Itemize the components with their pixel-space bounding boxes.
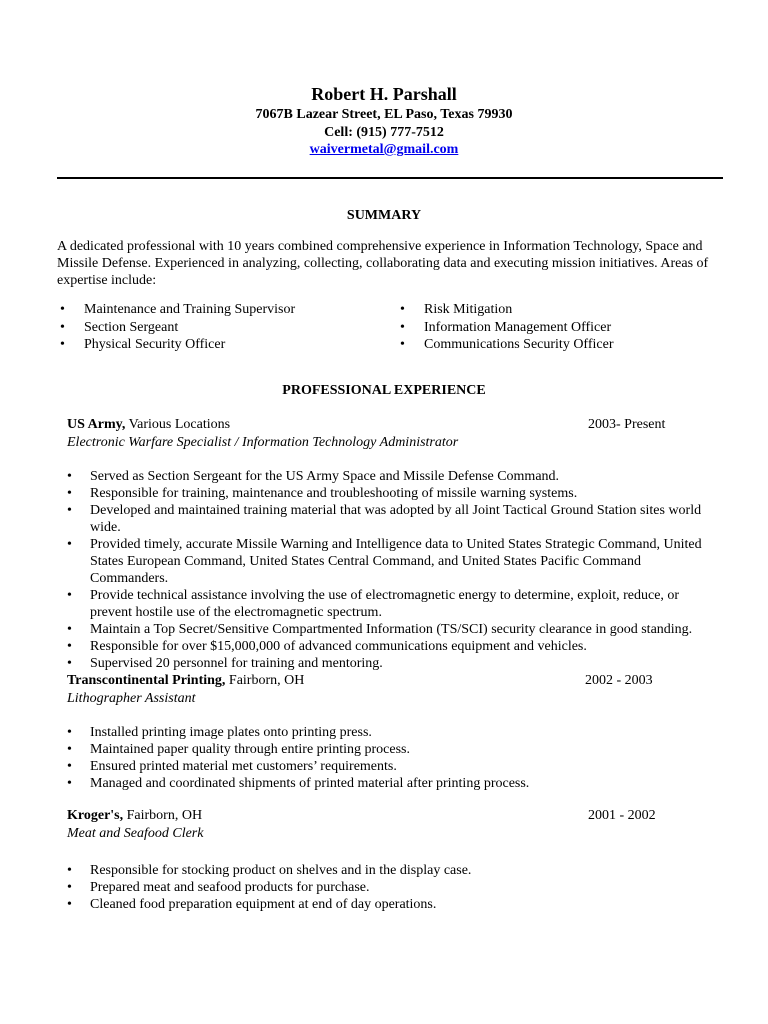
duty-item: • Served as Section Sergeant for the US Army Space and Missile Defense Command. <box>67 468 707 485</box>
expertise-list-left <box>60 301 295 354</box>
job-duties <box>67 862 707 913</box>
summary-paragraph: A dedicated professional with 10 years combined comprehensive experience in Information Technology, Space and Missile Defense. Experienced in analyzing, collecting, collaborating data and executing mission initiatives. Areas of expertise include: <box>57 239 709 288</box>
email-line <box>0 141 768 158</box>
header-divider <box>57 177 723 179</box>
cell-phone: Cell: (915) 777-7512 <box>324 125 444 140</box>
duty-item: • Responsible for stocking product on shelves and in the display case. <box>67 862 707 879</box>
email-link[interactable]: waivermetal@gmail.com <box>309 142 459 157</box>
job-location: Various Locations <box>125 417 231 432</box>
job-header <box>67 416 707 434</box>
candidate-name: Robert H. Parshall <box>311 84 457 104</box>
expertise-list-right <box>400 301 613 354</box>
duty-item: • Prepared meat and seafood products for purchase. <box>67 879 707 896</box>
experience-heading: PROFESSIONAL EXPERIENCE <box>282 383 486 398</box>
job-duties <box>67 468 707 672</box>
job-header <box>67 807 707 825</box>
address: 7067B Lazear Street, EL Paso, Texas 79930 <box>255 107 513 122</box>
job-location: Fairborn, OH <box>225 673 305 688</box>
job-title: Electronic Warfare Specialist / Information Technology Administrator <box>67 435 459 450</box>
duty-item: • Ensured printed material met customers’ requirements. <box>67 758 707 775</box>
job-duties <box>67 724 707 792</box>
employer-name: Kroger's, <box>67 808 124 823</box>
duty-item: • Responsible for over $15,000,000 of advanced communications equipment and vehicles. <box>67 638 707 655</box>
duty-item: • Maintained paper quality through entire printing process. <box>67 741 707 758</box>
duty-item: • Cleaned food preparation equipment at end of day operations. <box>67 896 707 913</box>
job-header <box>67 672 707 690</box>
expertise-item: • Physical Security Officer <box>60 336 295 354</box>
employer-name: Transcontinental Printing, <box>67 673 226 688</box>
expertise-item: • Communications Security Officer <box>400 336 613 354</box>
job-entry <box>67 416 707 671</box>
duty-item: • Managed and coordinated shipments of printed material after printing process. <box>67 775 707 792</box>
expertise-item: • Risk Mitigation <box>400 301 613 319</box>
job-entry <box>67 672 707 791</box>
summary-heading: SUMMARY <box>346 208 422 223</box>
duty-item: • Provide technical assistance involving the use of electromagnetic energy to determine, exploit, reduce, or prevent hostile use of the electromagnetic spectrum. <box>67 587 707 621</box>
expertise-item: • Section Sergeant <box>60 319 295 337</box>
duty-item: • Maintain a Top Secret/Sensitive Compartmented Information (TS/SCI) security clearance in good standing. <box>67 621 707 638</box>
job-dates: 2003- Present <box>588 417 666 432</box>
job-location: Fairborn, OH <box>123 808 203 823</box>
duty-item: • Developed and maintained training material that was adopted by all Joint Tactical Ground Station sites world wide. <box>67 502 707 536</box>
expertise-item: • Maintenance and Training Supervisor <box>60 301 295 319</box>
duty-item: • Responsible for training, maintenance and troubleshooting of missile warning systems. <box>67 485 707 502</box>
job-title: Lithographer Assistant <box>67 691 196 706</box>
job-dates: 2001 - 2002 <box>588 808 656 823</box>
duty-item: • Supervised 20 personnel for training and mentoring. <box>67 655 707 672</box>
expertise-item: • Information Management Officer <box>400 319 613 337</box>
employer-name: US Army, <box>67 417 126 432</box>
job-dates: 2002 - 2003 <box>585 673 653 688</box>
job-entry <box>67 807 707 912</box>
duty-item: • Provided timely, accurate Missile Warning and Intelligence data to United States Strategic Command, United States European Command, United States Central Command, and United States Pacific Command Commanders. <box>67 536 707 587</box>
duty-item: • Installed printing image plates onto printing press. <box>67 724 707 741</box>
job-title: Meat and Seafood Clerk <box>67 826 204 841</box>
